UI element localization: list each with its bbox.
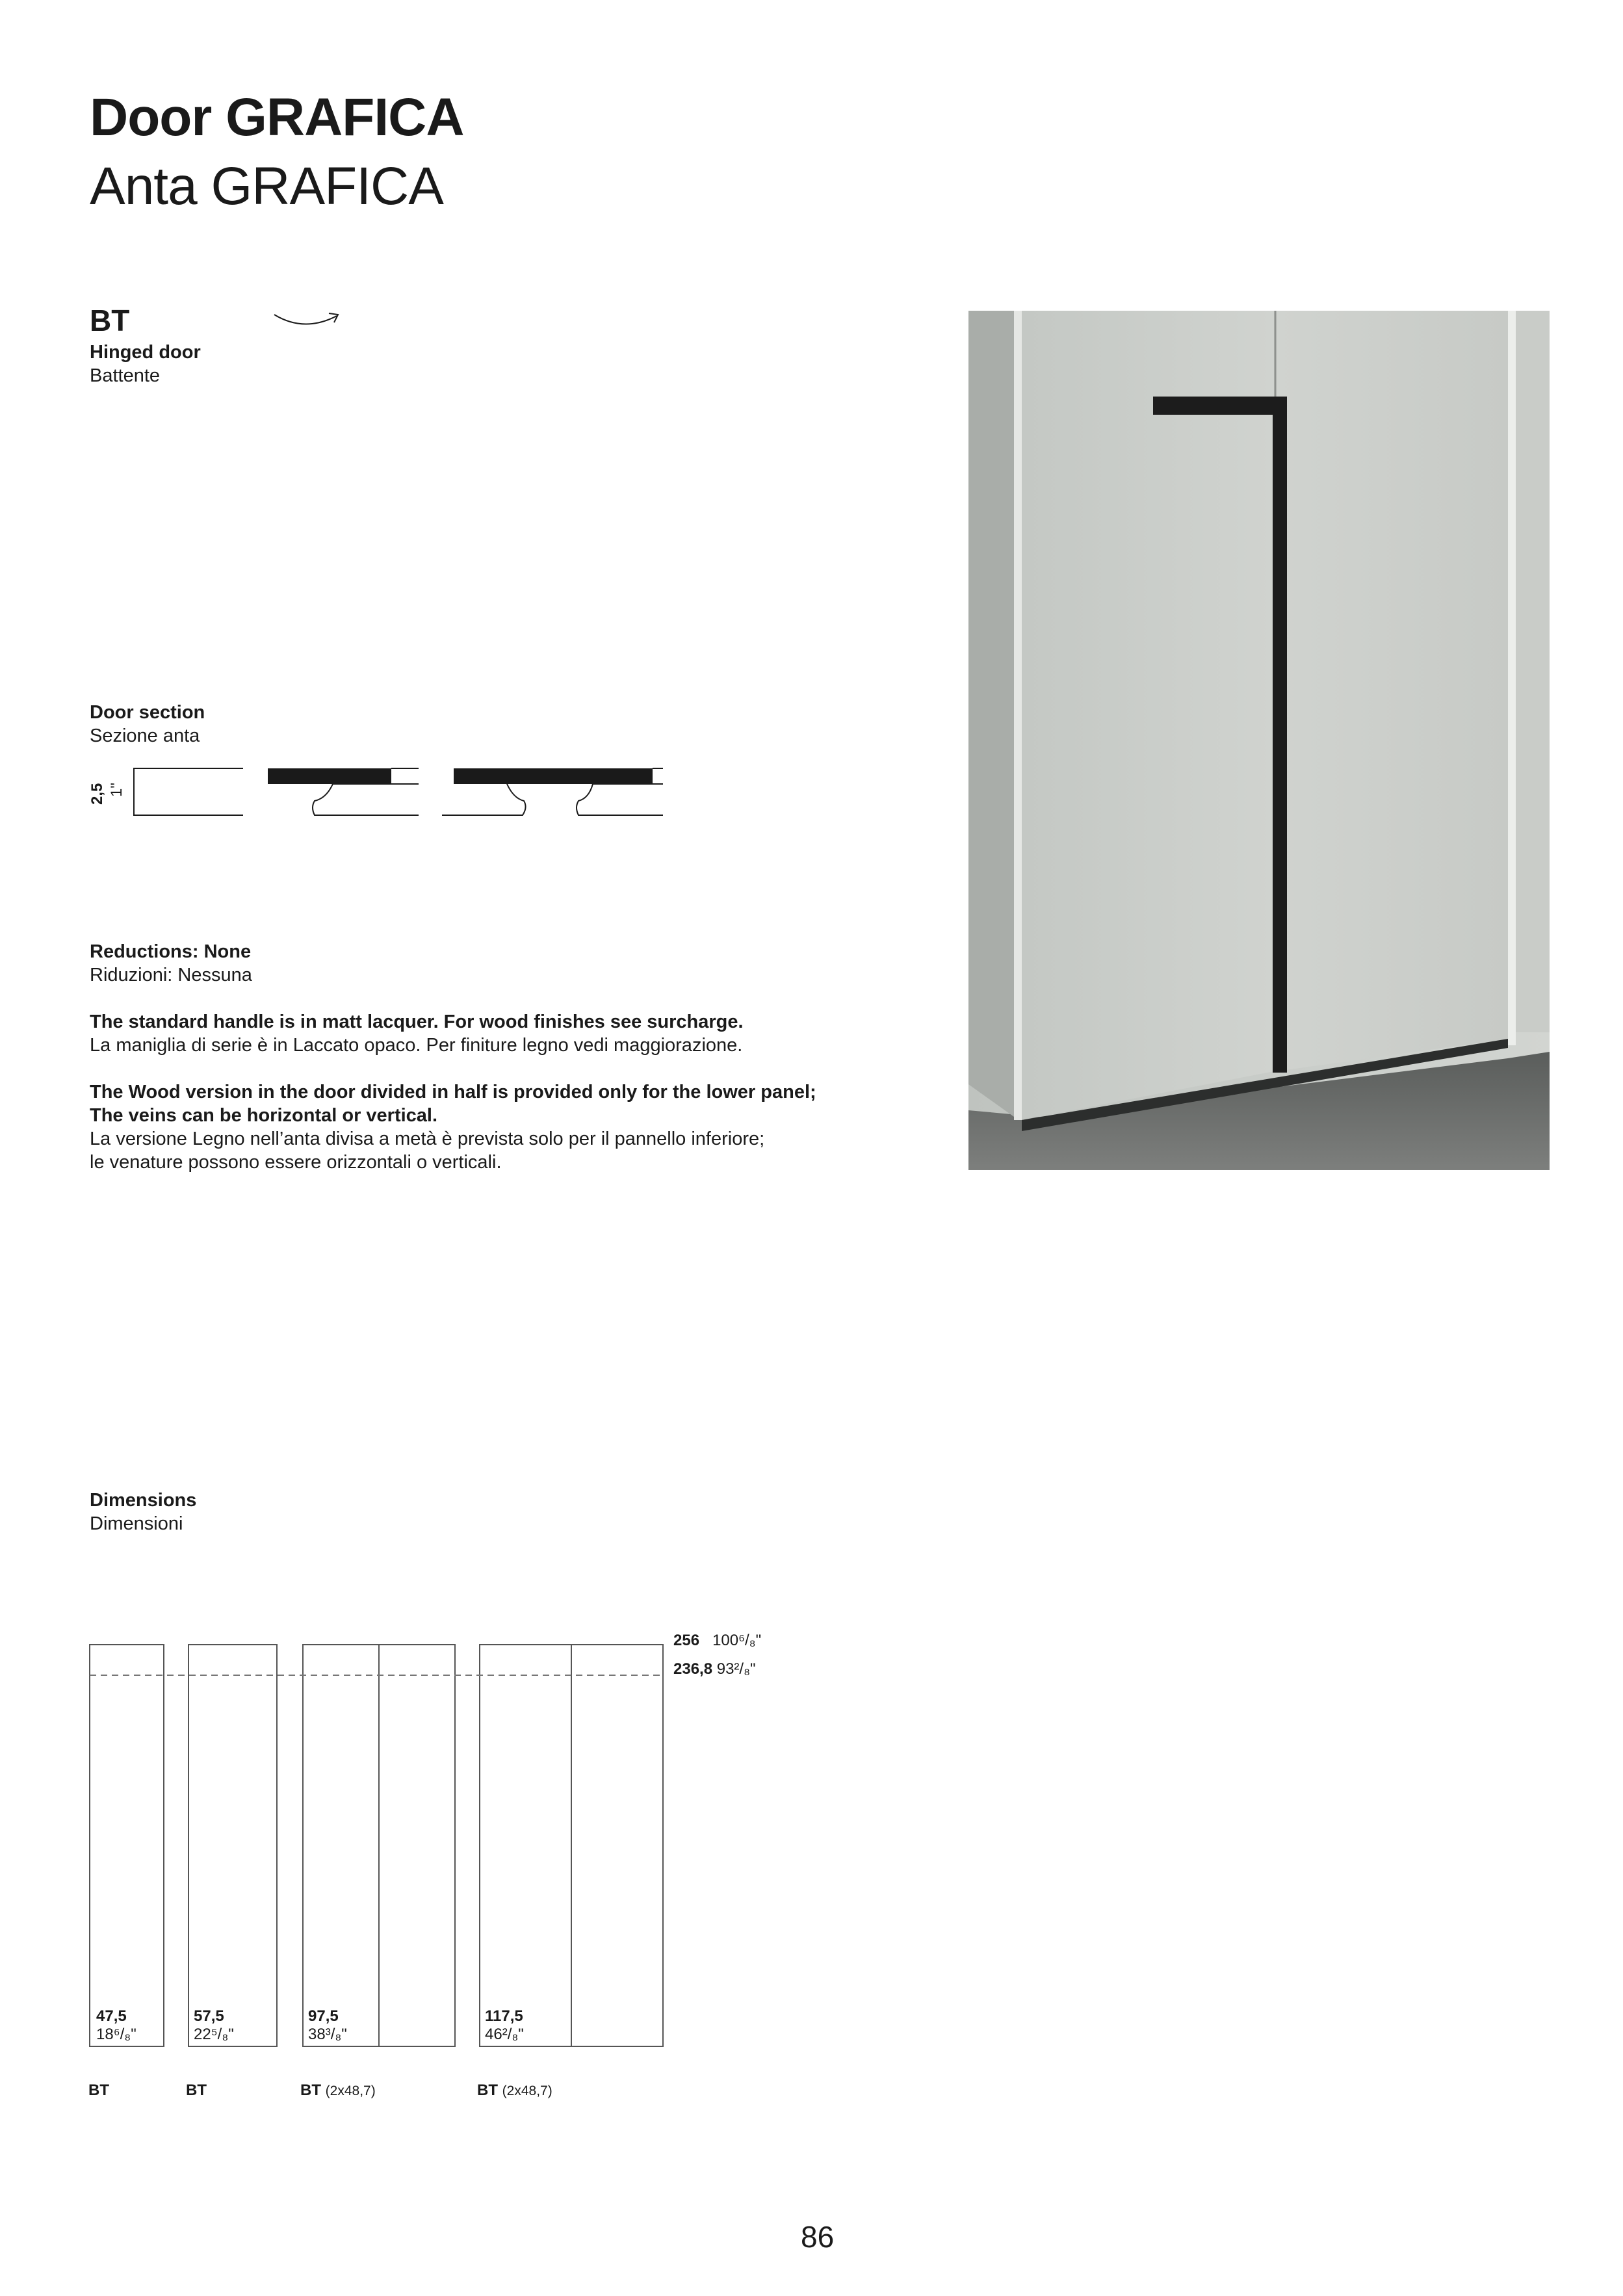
section-profile-handle <box>268 768 419 815</box>
dimensions-drawing <box>88 1643 667 2053</box>
door-section-label-en: Door section <box>90 702 205 723</box>
door-code-4: BT (2x48,7) <box>477 2081 552 2099</box>
section-thickness-cm: 2,5 <box>88 783 106 805</box>
door-code-3: BT (2x48,7) <box>300 2081 376 2099</box>
handle-note-it: La maniglia di serie è in Laccato opaco. Per finiture legno vedi maggiorazione. <box>90 1035 743 1056</box>
width-label-4: 117,5 46²/₈" <box>485 2007 524 2043</box>
door-code-2: BT <box>186 2081 207 2099</box>
door-type-name-it: Battente <box>90 365 161 386</box>
section-profile-double <box>442 768 663 815</box>
width-label-1: 47,5 18⁶/₈" <box>96 2007 136 2043</box>
reductions-it: Riduzioni: Nessuna <box>90 965 252 985</box>
section-profile-plain <box>134 768 243 815</box>
door-code-1: BT <box>88 2081 109 2099</box>
height-label-236-8: 236,8 93²/₈" <box>673 1660 756 1678</box>
door-section-label-it: Sezione anta <box>90 725 200 746</box>
wood-note-en-1: The Wood version in the door divided in half is provided only for the lower panel; <box>90 1082 816 1102</box>
dimensions-label-en: Dimensions <box>90 1490 197 1511</box>
width-label-2: 57,5 22⁵/₈" <box>194 2007 234 2043</box>
wood-note-it-2: le venature possono essere orizzontali o verticali. <box>90 1152 502 1173</box>
page-title: Door GRAFICA <box>90 88 464 147</box>
width-label-3: 97,5 38³/₈" <box>308 2007 347 2043</box>
handle-note-en: The standard handle is in matt lacquer. For wood finishes see surcharge. <box>90 1011 744 1032</box>
dimension-door-57-5 <box>188 1645 277 2046</box>
section-thickness-in: 1" <box>108 783 125 797</box>
dimensions-label-it: Dimensioni <box>90 1513 183 1534</box>
height-label-256: 256 100⁶/₈" <box>673 1632 762 1649</box>
door-section-drawing <box>130 762 669 820</box>
page-subtitle: Anta GRAFICA <box>90 157 443 216</box>
door-type-code: BT <box>90 304 130 337</box>
door-type-name-en: Hinged door <box>90 342 201 363</box>
hinge-swing-arrow-icon <box>273 311 342 333</box>
wood-note-it-1: La versione Legno nell’anta divisa a metà è prevista solo per il pannello inferiore; <box>90 1128 765 1149</box>
dimension-door-47-5 <box>90 1645 164 2046</box>
door-grafica-photo <box>968 311 1550 1170</box>
reductions-en: Reductions: None <box>90 941 252 962</box>
wood-note-en-2: The veins can be horizontal or vertical. <box>90 1105 438 1126</box>
page-number: 86 <box>801 2220 835 2254</box>
